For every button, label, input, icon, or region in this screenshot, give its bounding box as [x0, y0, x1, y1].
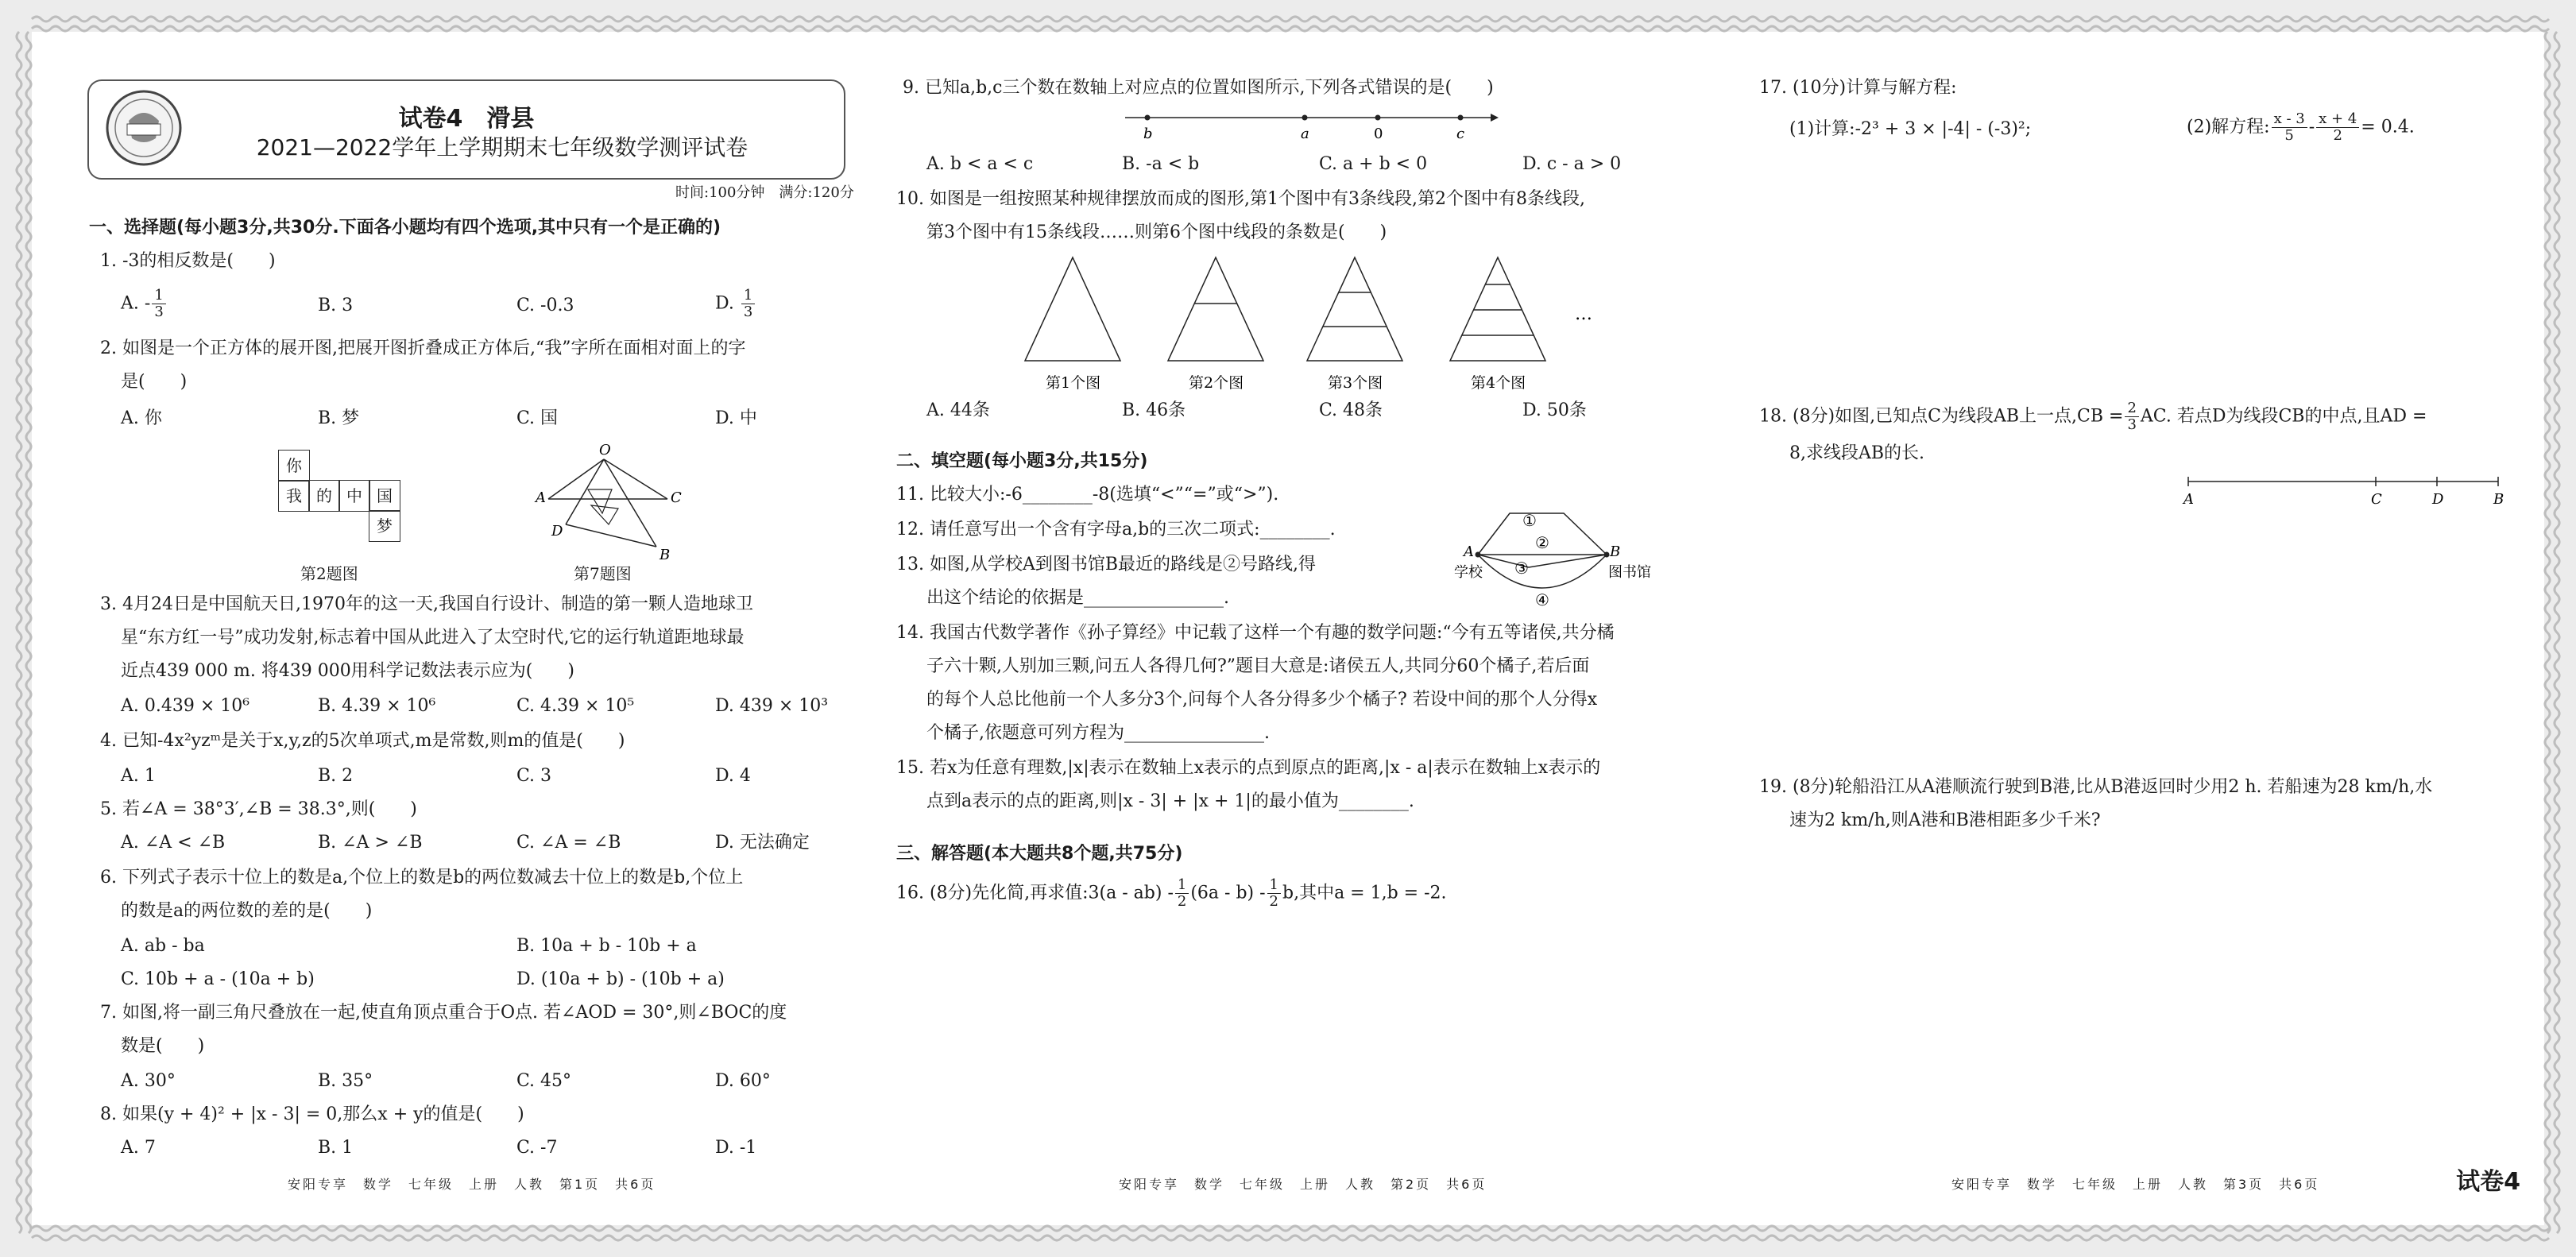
- triangle-rulers-figure: [532, 442, 691, 569]
- route-3-label: ③: [1514, 559, 1529, 578]
- q10-line1: 10. 如图是一组按照某种规律摆放而成的图形,第1个图中有3条线段,第2个图中有8条线段,: [896, 189, 1585, 209]
- q5-option-a: A. ∠A < ∠B: [121, 833, 226, 853]
- label-o: O: [599, 442, 611, 458]
- q18-line1: 18. (8分)如图,已知点C为线段AB上一点,CB = $\frac{2}{3}$ AC. 若点D为线段CB的中点,且AD =: [1759, 400, 2427, 433]
- figure-1-caption: 第1个图: [1046, 374, 1101, 392]
- label-d: D: [551, 523, 563, 540]
- segment-figure: [2177, 474, 2511, 509]
- q10-option-a: A. 44条: [926, 400, 990, 420]
- q6-option-d: D. (10a + b) - (10b + a): [516, 969, 725, 989]
- route-1-label: ①: [1522, 511, 1537, 530]
- paper-name: 试卷4 滑县: [398, 105, 535, 133]
- q5-stem: 5. 若∠A = 38°3′,∠B = 38.3°,则( ): [100, 799, 417, 819]
- q4-stem: 4. 已知-4x²yzᵐ是关于x,y,z的5次单项式,m是常数,则m的值是( ): [100, 731, 625, 751]
- q8-option-c: C. -7: [516, 1138, 558, 1158]
- q19-line2: 速为2 km/h,则A港和B港相距多少千米?: [1789, 810, 2101, 830]
- q4-option-a: A. 1: [121, 766, 156, 786]
- q14-line4: 个橘子,依题意可列方程为________________.: [926, 723, 1270, 743]
- library-label: 图书馆: [1608, 564, 1651, 581]
- point-b: B: [2493, 491, 2504, 508]
- q18-line2: 8,求线段AB的长.: [1789, 443, 1925, 463]
- q3-option-b: B. 4.39 × 10⁶: [318, 696, 436, 716]
- footer-page-1: 安阳专享 数学 七年级 上册 人教 第1页 共6页: [288, 1177, 656, 1192]
- q9-option-b: B. -a < b: [1122, 154, 1200, 174]
- q19-line1: 19. (8分)轮船沿江从A港顺流行驶到B港,比从B港返回时少用2 h. 若船速为28 km/h,水: [1759, 777, 2433, 797]
- school-label: 学校: [1454, 564, 1483, 581]
- q15-line1: 15. 若x为任意有理数,|x|表示在数轴上x表示的点到原点的距离,|x - a|表示在数轴上x表示的: [896, 758, 1601, 778]
- section-1-heading: 一、选择题(每小题3分,共30分.下面各小题均有四个选项,其中只有一个是正确的): [89, 218, 721, 238]
- section-2-heading: 二、填空题(每小题3分,共15分): [896, 451, 1148, 471]
- net-cell: 国: [369, 480, 400, 512]
- q7-option-a: A. 30°: [121, 1071, 176, 1091]
- net-cell: 我: [278, 480, 310, 512]
- label-c: C: [671, 489, 682, 506]
- q14-line1: 14. 我国古代数学著作《孙子算经》中记载了这样一个有趣的数学问题:“今有五等诸侯,共分橘: [896, 623, 1615, 643]
- label-a: A: [1464, 543, 1474, 560]
- label-a: A: [536, 489, 546, 506]
- q6-option-a: A. ab - ba: [121, 936, 205, 956]
- q1-option-d: D. $\frac{1}{3}$: [715, 288, 756, 320]
- q2-option-d: D. 中: [715, 408, 757, 428]
- q17-part2: (2)解方程: $\frac{x - 3}{5}$ - $\frac{x + 4}{2}$ = 0.4.: [2187, 110, 2415, 144]
- q3-line1: 3. 4月24日是中国航天日,1970年的这一天,我国自行设计、制造的第一颗人造地球卫: [100, 594, 753, 614]
- point-d: D: [2432, 491, 2444, 508]
- q14-line3: 的每个人总比他前一个人多分3个,问每个人各分得多少个橘子? 若设中间的那个人分得x: [926, 690, 1598, 710]
- q2-option-a: A. 你: [121, 408, 162, 428]
- q8-option-d: D. -1: [715, 1138, 757, 1158]
- q5-option-d: D. 无法确定: [715, 833, 810, 853]
- q11: 11. 比较大小:-6________-8(选填“<”“=”或“>”).: [896, 485, 1279, 505]
- net-cell: 你: [278, 450, 310, 482]
- net-cell: 中: [338, 480, 370, 512]
- q2-option-b: B. 梦: [318, 408, 360, 428]
- q16: 16. (8分)先化简,再求值:3(a - ab) - $\frac{1}{2}$ (6a - b) - $\frac{1}{2}$ b,其中a = 1,b = -2.: [896, 876, 1447, 910]
- q6-line1: 6. 下列式子表示十位上的数是a,个位上的数是b的两位数减去十位上的数是b,个位上: [100, 868, 744, 888]
- q3-line3: 近点439 000 m. 将439 000用科学记数法表示应为( ): [121, 661, 574, 681]
- net-cell: 梦: [369, 510, 400, 542]
- q7-option-d: D. 60°: [715, 1071, 771, 1091]
- q4-option-c: C. 3: [516, 766, 552, 786]
- route-2-label: ②: [1535, 533, 1549, 552]
- q1-option-c: C. -0.3: [516, 296, 574, 315]
- q9-option-a: A. b < a < c: [926, 154, 1034, 174]
- point-a: a: [1301, 126, 1309, 142]
- q8-stem: 8. 如果(y + 4)² + |x - 3| = 0,那么x + y的值是( ): [100, 1104, 524, 1124]
- q10-option-d: D. 50条: [1522, 400, 1587, 420]
- q1-option-a: A. - $\frac{1}{3}$: [121, 288, 168, 320]
- q3-option-d: D. 439 × 10³: [715, 696, 829, 716]
- q10-line2: 第3个图中有15条线段……则第6个图中线段的条数是( ): [926, 222, 1387, 242]
- q17-part1: (1)计算:-2³ + 3 × |-4| - (-3)²;: [1789, 119, 2032, 139]
- route-4-label: ④: [1535, 590, 1549, 609]
- q10-option-c: C. 48条: [1319, 400, 1383, 420]
- q2-option-c: C. 国: [516, 408, 559, 428]
- point-a: A: [2183, 491, 2194, 508]
- q4-option-d: D. 4: [715, 766, 751, 786]
- q15-line2: 点到a表示的点的距离,则|x - 3| + |x + 1|的最小值为________.: [926, 791, 1414, 811]
- q7-figure-caption: 第7题图: [574, 564, 632, 583]
- q3-option-c: C. 4.39 × 10⁵: [516, 696, 635, 716]
- q2-figure-caption: 第2题图: [300, 564, 358, 583]
- point-c: C: [2371, 491, 2382, 508]
- q5-option-c: C. ∠A = ∠B: [516, 833, 621, 853]
- time-score: 时间:100分钟 满分:120分: [675, 184, 854, 201]
- header-box: [87, 79, 845, 180]
- point-c: c: [1456, 126, 1465, 142]
- net-cell: 的: [308, 480, 340, 512]
- point-b: b: [1143, 126, 1153, 142]
- q2-stem-line1: 2. 如图是一个正方体的展开图,把展开图折叠成正方体后,“我”字所在面相对面上的字: [100, 338, 746, 358]
- paper-title: 2021—2022学年上学期期末七年级数学测评试卷: [256, 134, 748, 161]
- figure-2-caption: 第2个图: [1189, 374, 1244, 392]
- q9-option-d: D. c - a > 0: [1522, 154, 1622, 174]
- paper-label: 试卷4: [2456, 1168, 2520, 1196]
- q4-option-b: B. 2: [318, 766, 354, 786]
- q9-option-c: C. a + b < 0: [1319, 154, 1428, 174]
- q6-option-c: C. 10b + a - (10a + b): [121, 969, 315, 989]
- label-b: B: [1610, 543, 1621, 560]
- q1-option-b: B. 3: [318, 296, 354, 315]
- q6-option-b: B. 10a + b - 10b + a: [516, 936, 697, 956]
- figure-3-caption: 第3个图: [1328, 374, 1383, 392]
- q1-stem: 1. -3的相反数是( ): [100, 251, 276, 271]
- q3-option-a: A. 0.439 × 10⁶: [121, 696, 250, 716]
- number-line-figure: [1120, 106, 1502, 146]
- q7-line2: 数是( ): [121, 1036, 205, 1056]
- q13-line2: 出这个结论的依据是________________.: [926, 588, 1229, 608]
- q7-option-c: C. 45°: [516, 1071, 572, 1091]
- q8-option-b: B. 1: [318, 1138, 354, 1158]
- q14-line2: 子六十颗,人别加三颗,问五人各得几何?”题目大意是:诸侯五人,共同分60个橘子,若后面: [926, 656, 1590, 676]
- routes-figure: [1446, 502, 1669, 613]
- q10-option-b: B. 46条: [1122, 400, 1186, 420]
- q7-option-b: B. 35°: [318, 1071, 373, 1091]
- q7-line1: 7. 如图,将一副三角尺叠放在一起,使直角顶点重合于O点. 若∠AOD = 30°,则∠BOC的度: [100, 1003, 787, 1023]
- point-zero: 0: [1374, 126, 1383, 142]
- q12: 12. 请任意写出一个含有字母a,b的三次二项式:________.: [896, 520, 1336, 540]
- ellipsis: …: [1575, 304, 1592, 324]
- q9-stem: 9. 已知a,b,c三个数在数轴上对应点的位置如图所示,下列各式错误的是( ): [903, 78, 1494, 98]
- q3-line2: 星“东方红一号”成功发射,标志着中国从此进入了太空时代,它的运行轨道距地球最: [121, 628, 745, 648]
- footer-page-3: 安阳专享 数学 七年级 上册 人教 第3页 共6页: [1951, 1177, 2320, 1192]
- figure-4-caption: 第4个图: [1471, 374, 1526, 392]
- q8-option-a: A. 7: [121, 1138, 156, 1158]
- footer-page-2: 安阳专享 数学 七年级 上册 人教 第2页 共6页: [1119, 1177, 1487, 1192]
- q5-option-b: B. ∠A > ∠B: [318, 833, 423, 853]
- triangles-pattern-figure: [1017, 251, 1621, 394]
- q17-stem: 17. (10分)计算与解方程:: [1759, 78, 1957, 98]
- q2-stem-line2: 是( ): [121, 372, 188, 392]
- q13-line1: 13. 如图,从学校A到图书馆B最近的路线是②号路线,得: [896, 555, 1317, 574]
- section-3-heading: 三、解答题(本大题共8个题,共75分): [896, 844, 1183, 864]
- label-b: B: [659, 547, 671, 563]
- q6-line2: 的数是a的两位数的差的是( ): [121, 901, 373, 921]
